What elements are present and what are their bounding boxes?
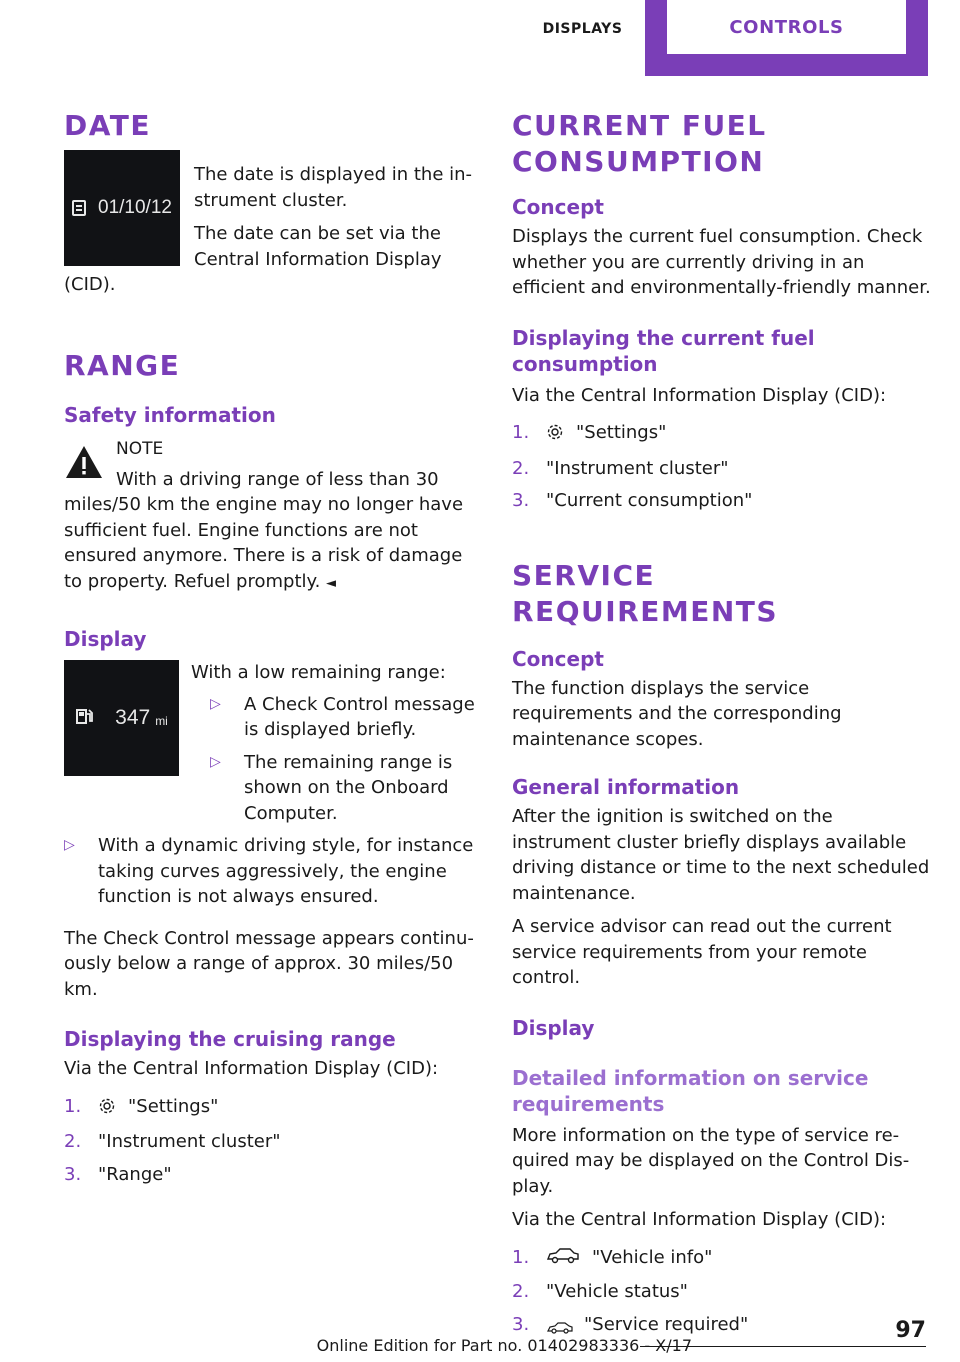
- general-text-1: After the ignition is switched on the instrument cluster briefly displays available driving distance or time to the next scheduled maintenance.: [512, 806, 930, 904]
- range-bullets-bottom: [64, 833, 480, 910]
- list-item: 1. "Vehicle info": [512, 1245, 932, 1273]
- note-text: With a driving range of less than 30 miles/50 km the engine may no longer have sufficient fuel. Engine functions are not ensured anymore. There is a risk of damage to property. Refuel promptly. ◄: [64, 468, 464, 592]
- detailed-heading: Detailed information on service requirements: [512, 1065, 869, 1116]
- fuel-concept-text: Displays the current fuel consumption. Check whether you are currently driving in an efficient and environmentally-friendly manner.: [512, 226, 931, 298]
- date-title: DATE: [64, 109, 151, 142]
- general-text-2: A service advisor can read out the current service requirements from your remote control.: [512, 916, 892, 988]
- list-item: 2. "Instrument cluster": [64, 1131, 281, 1152]
- detailed-text: More information on the type of service required may be displayed on the Control Display.: [512, 1124, 910, 1197]
- calendar-icon: [72, 200, 86, 216]
- fuel-steps: [512, 420, 932, 514]
- cruising-steps: [64, 1094, 480, 1188]
- page-number: 97: [895, 1318, 926, 1343]
- settings-gear-icon: [98, 1097, 116, 1123]
- right-column: [512, 108, 932, 1349]
- list-item: 2. "Instrument cluster": [512, 457, 729, 479]
- left-column: [64, 108, 480, 1194]
- list-item: ▷ A Check Control message is displayed briefly.: [210, 692, 480, 743]
- detailed-intro: Via the Central Information Display (CID):: [512, 1209, 887, 1230]
- header-tabs: [0, 0, 960, 76]
- cruising-intro: Via the Central Information Display (CID):: [64, 1058, 439, 1079]
- bullet-triangle-icon: ▷: [210, 753, 221, 770]
- footer-edition: Online Edition for Part no. 01402983336 - X/17: [316, 1336, 692, 1355]
- bullet-triangle-icon: ▷: [64, 837, 75, 853]
- fuel-displaying-heading: Displaying the current fuel consumption: [512, 325, 815, 376]
- service-display-heading: Display: [512, 1015, 595, 1040]
- date-display-image: [64, 150, 180, 266]
- fuel-title: CURRENT FUEL CONSUMPTION: [512, 109, 767, 178]
- display-heading: Display: [64, 627, 147, 651]
- fuel-displaying-intro: Via the Central Information Display (CID):: [512, 384, 887, 406]
- list-item: 2. "Vehicle status": [512, 1281, 688, 1302]
- range-display-image: [64, 660, 179, 776]
- service-concept-text: The function displays the service requirements and the corresponding maintenance scopes.: [512, 677, 842, 750]
- list-item: 1. "Settings": [64, 1094, 480, 1123]
- warning-icon: [64, 444, 104, 480]
- date-paragraph-1: The date is displayed in the instrument cluster.: [194, 164, 473, 211]
- list-item: ▷ The remaining range is shown on the Onboard Computer.: [210, 750, 480, 827]
- tab-controls[interactable]: [645, 0, 928, 76]
- list-item: 3. "Service required": [512, 1312, 932, 1343]
- list-item: 3. "Range": [64, 1163, 172, 1185]
- date-section: [64, 162, 480, 298]
- settings-gear-icon: [546, 423, 564, 449]
- check-control-text: The Check Control message appears continuously below a range of approx. 30 miles/50 km.: [64, 927, 474, 1000]
- car-icon: [546, 1247, 580, 1273]
- tab-displays[interactable]: DISPLAYS: [542, 21, 623, 37]
- service-title: SERVICE REQUIREMENTS: [512, 558, 779, 628]
- display-intro: With a low remaining range:: [191, 662, 446, 683]
- cruising-heading: Displaying the cruising range: [64, 1027, 396, 1051]
- safety-note: [64, 436, 480, 597]
- date-display-value: 01/10/12: [98, 197, 172, 218]
- display-section: [64, 660, 480, 910]
- list-item: 1. "Settings": [512, 420, 932, 449]
- general-heading: General information: [512, 775, 740, 799]
- service-steps: [512, 1245, 932, 1343]
- safety-heading: Safety information: [64, 402, 276, 427]
- range-display-value: 347: [115, 706, 151, 729]
- fuel-pump-icon: [75, 706, 95, 730]
- range-title: RANGE: [64, 348, 181, 382]
- fuel-concept-heading: Concept: [512, 195, 604, 219]
- list-item: 3. "Current consumption": [512, 490, 753, 511]
- note-label: NOTE: [116, 438, 164, 459]
- list-item: ▷ With a dynamic driving style, for instance taking curves aggressively, the engine function is not always ensured.: [64, 833, 480, 910]
- bullet-triangle-icon: ▷: [210, 695, 221, 712]
- tab-controls-label: CONTROLS: [667, 0, 906, 54]
- note-end-mark: ◄: [326, 575, 337, 591]
- date-paragraph-2: The date can be set via the Central Information Display (CID).: [64, 223, 442, 295]
- range-display-unit: mi: [155, 713, 168, 728]
- range-bullets-top: [210, 692, 480, 827]
- service-concept-heading: Concept: [512, 646, 604, 671]
